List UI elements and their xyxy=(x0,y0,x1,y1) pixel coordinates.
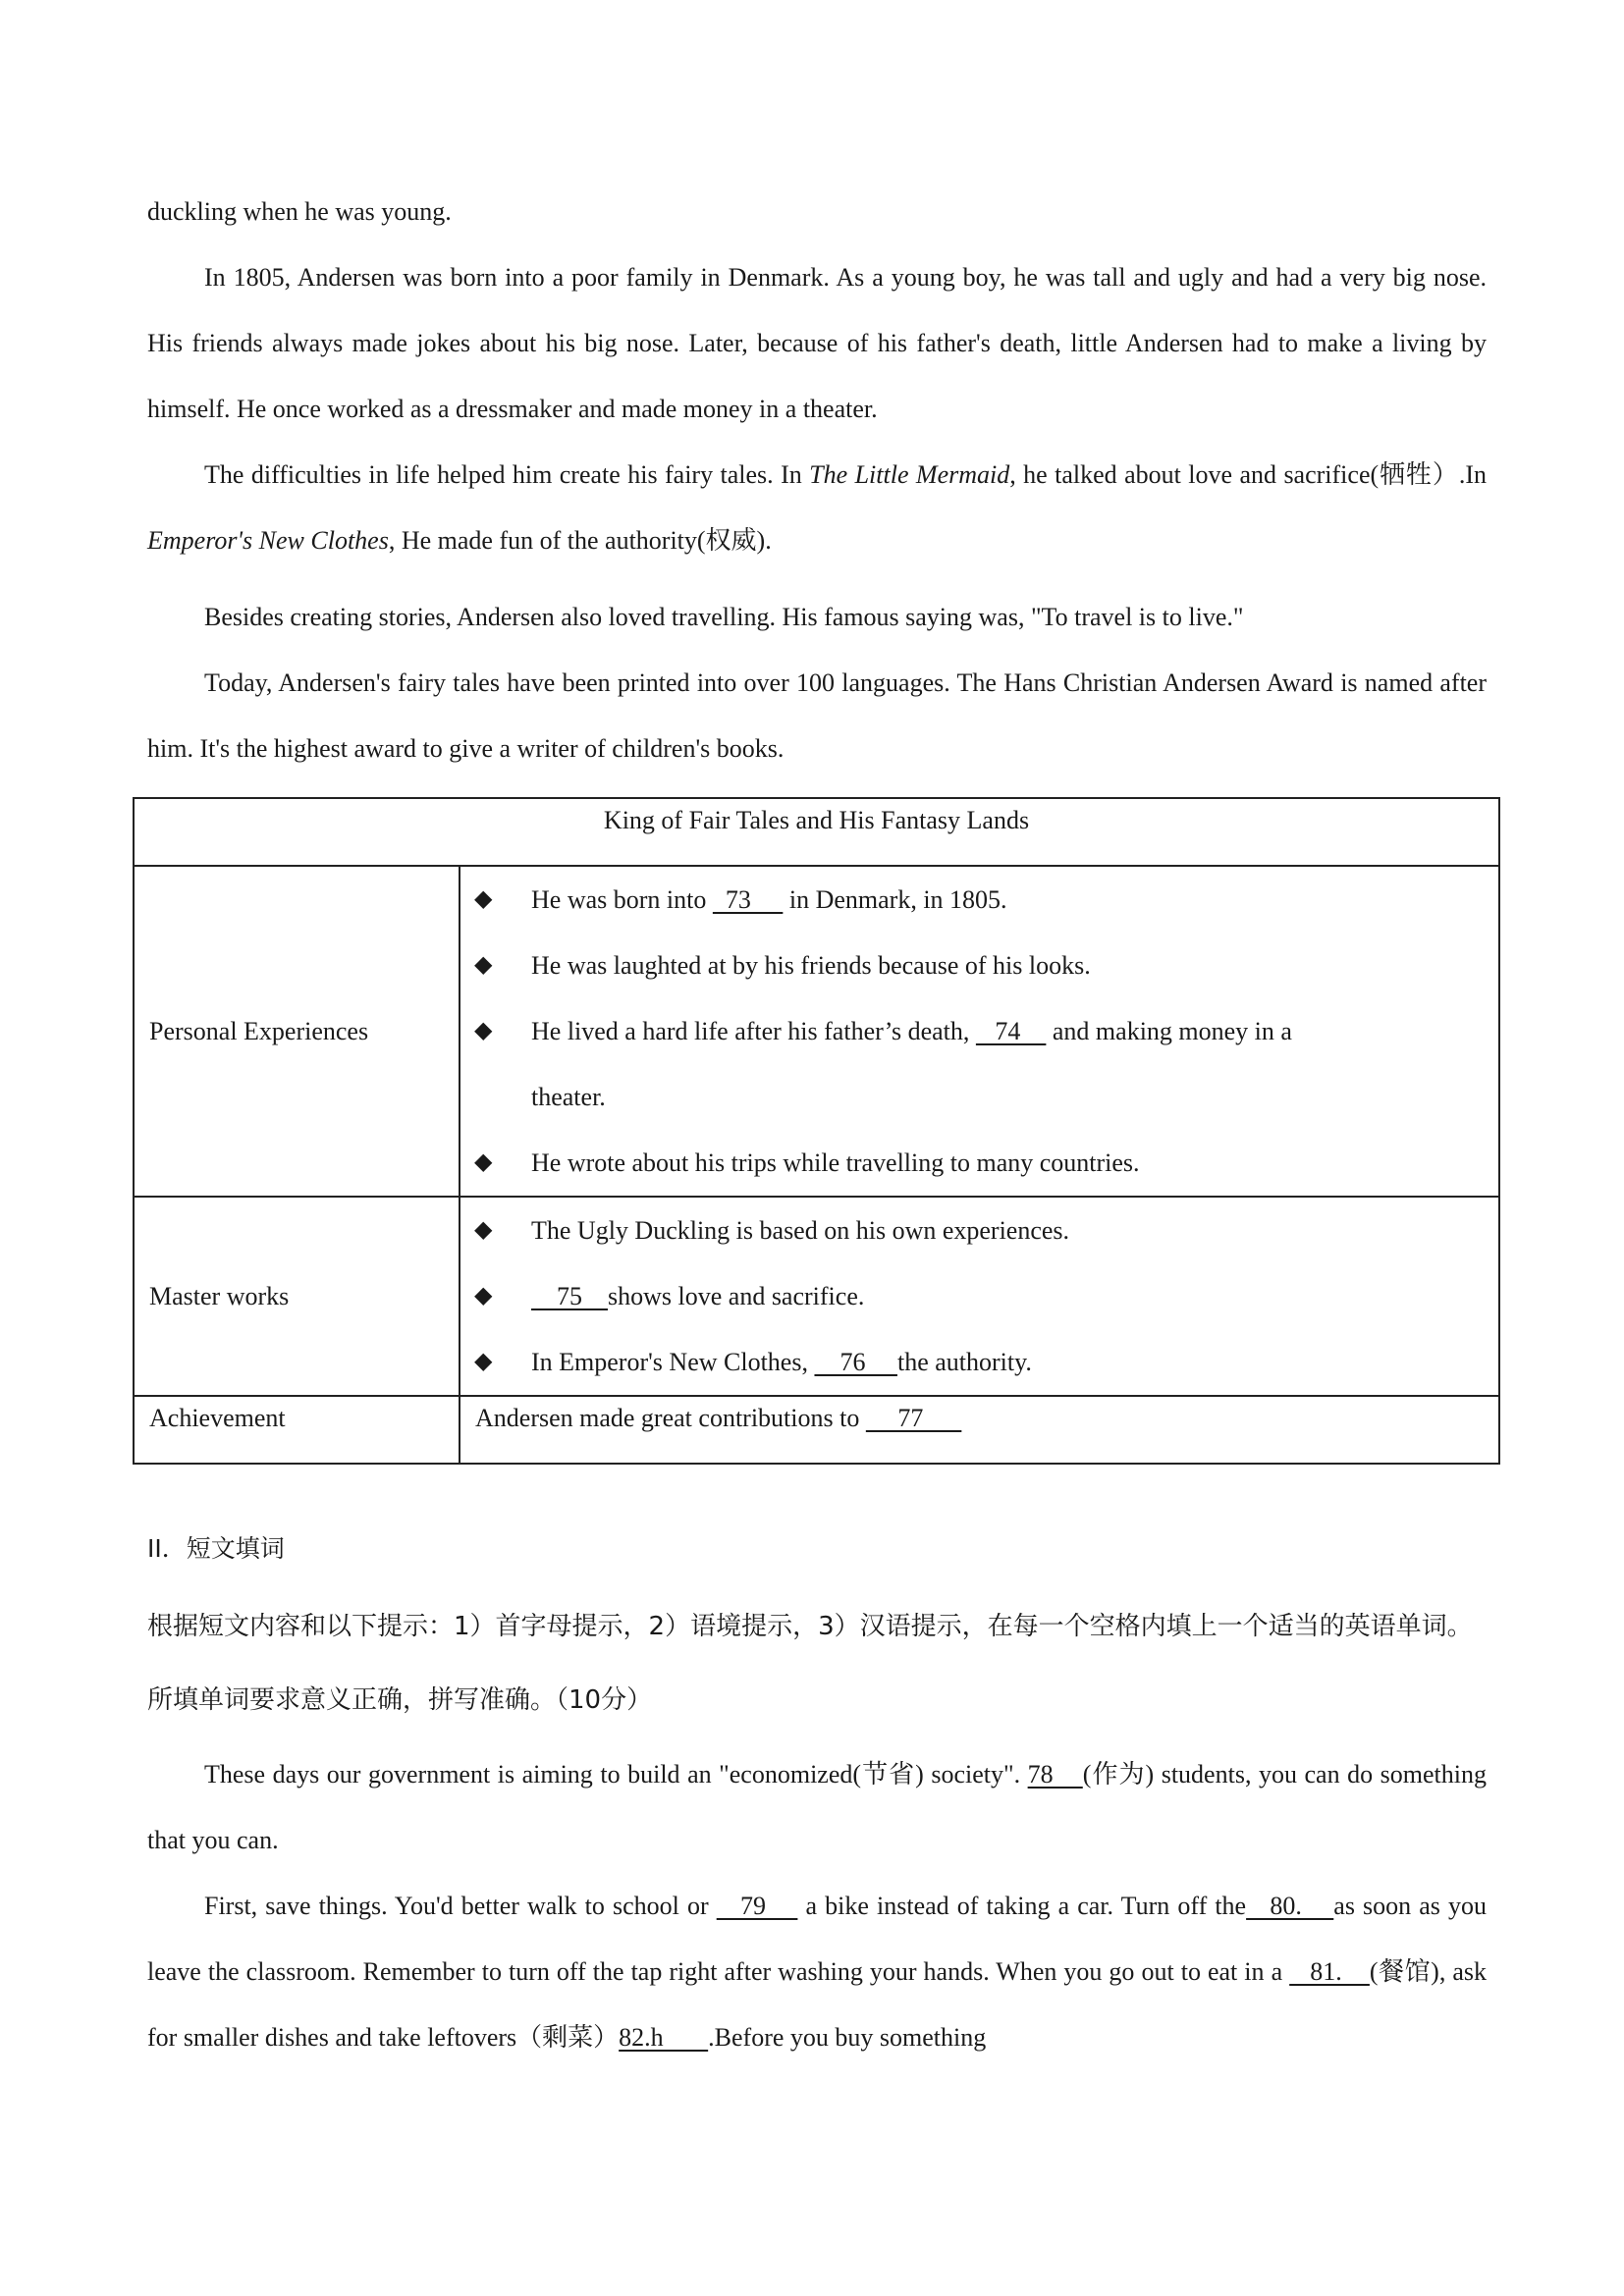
diamond-bullet-icon: ◆ xyxy=(474,1149,493,1175)
p2-text-c: , He made fun of the authority(权威). xyxy=(388,526,772,555)
blank-75[interactable]: 75 xyxy=(531,1282,608,1310)
row-label-personal-experiences: Personal Experiences xyxy=(134,866,460,1197)
summary-table xyxy=(133,797,1500,1465)
passage-paragraph-4: Today, Andersen's fairy tales have been printed into over 100 languages. The Hans Christian Andersen Award is named after him. It's the highest award to give a writer of children's books. xyxy=(147,668,1487,763)
bullet-item: ◆ He lived a hard life after his father’s death, 74 and making money in a xyxy=(460,998,1498,1064)
blank-73[interactable]: 73 xyxy=(712,885,784,914)
p2-text-a: The difficulties in life helped him create his fairy tales. In xyxy=(204,460,810,489)
blank-74[interactable]: 74 xyxy=(975,1017,1047,1045)
diamond-bullet-icon: ◆ xyxy=(474,1283,493,1308)
blank-80[interactable]: 80. xyxy=(1246,1892,1334,1920)
row-label-master-works: Master works xyxy=(134,1197,460,1396)
passage-paragraph-0: duckling when he was young. xyxy=(147,197,452,226)
bullet-item: ◆ In Emperor's New Clothes, 76 the authority. xyxy=(460,1329,1498,1395)
cloze-paragraph-2: First, save things. You'd better walk to school or 79 a bike instead of taking a car. Turn off the 80. as soon as you leave the classroom. Remember to turn off the tap right after washing your hands. When you go out to eat in a 81. (餐馆), ask for smaller dishes and take leftovers（剩菜）82.h .Before you buy something xyxy=(147,1892,1488,2052)
blank-76[interactable]: 76 xyxy=(814,1348,897,1376)
row-achievement-content: Andersen made great contributions to 77 xyxy=(460,1396,1499,1464)
passage-paragraph-2 xyxy=(147,442,1487,573)
title-emperors-new-clothes: Emperor's New Clothes xyxy=(147,526,389,555)
blank-77[interactable]: 77 xyxy=(865,1404,962,1432)
blank-82[interactable]: 82.h xyxy=(619,2023,709,2052)
diamond-bullet-icon: ◆ xyxy=(474,1018,493,1043)
section-heading: II．短文填词 xyxy=(147,1534,285,1563)
diamond-bullet-icon: ◆ xyxy=(474,886,493,912)
section-instruction: 根据短文内容和以下提示：1）首字母提示，2）语境提示，3）汉语提示，在每一个空格内填上一个适当的英语单词。所填单词要求意义正确，拼写准确。（10分） xyxy=(147,1612,1473,1715)
blank-79[interactable]: 79 xyxy=(716,1892,798,1920)
p2-text-b: , he talked about love and sacrifice(牺牲）.In xyxy=(1009,460,1488,489)
bullet-item: ◆ 75 shows love and sacrifice. xyxy=(460,1263,1498,1329)
diamond-bullet-icon: ◆ xyxy=(474,952,493,978)
cloze-paragraph-1: These days our government is aiming to build an "economized(节省) society". 78 (作为) students, you can do something that you can. xyxy=(147,1760,1487,1854)
bullet-item: ◆ He was born into 73 in Denmark, in 1805. xyxy=(460,867,1498,933)
bullet-item: ◆ The Ugly Duckling is based on his own experiences. xyxy=(460,1198,1498,1263)
blank-78[interactable]: 78 xyxy=(1027,1760,1083,1789)
passage-paragraph-3: Besides creating stories, Andersen also loved travelling. His famous saying was, "To travel is to live." xyxy=(204,603,1244,631)
blank-81[interactable]: 81. xyxy=(1289,1957,1370,1986)
diamond-bullet-icon: ◆ xyxy=(474,1217,493,1243)
row-personal-experiences-content xyxy=(460,866,1499,1197)
row-label-achievement: Achievement xyxy=(134,1396,460,1464)
passage-paragraph-1: In 1805, Andersen was born into a poor family in Denmark. As a young boy, he was tall and ugly and had a very big nose. His friends always made jokes about his big nose. Later, because of his father's death, little Andersen had to make a living by himself. He once worked as a dressmaker and made money in a theater. xyxy=(147,263,1487,423)
bullet-continuation: theater. xyxy=(531,1083,606,1111)
diamond-bullet-icon: ◆ xyxy=(474,1349,493,1374)
row-master-works-content xyxy=(460,1197,1499,1396)
bullet-item: ◆ He was laughted at by his friends because of his looks. xyxy=(460,933,1498,998)
bullet-item: ◆ He wrote about his trips while travelling to many countries. xyxy=(460,1130,1498,1196)
table-title: King of Fair Tales and His Fantasy Lands xyxy=(134,798,1499,866)
title-little-mermaid: The Little Mermaid xyxy=(809,460,1010,489)
